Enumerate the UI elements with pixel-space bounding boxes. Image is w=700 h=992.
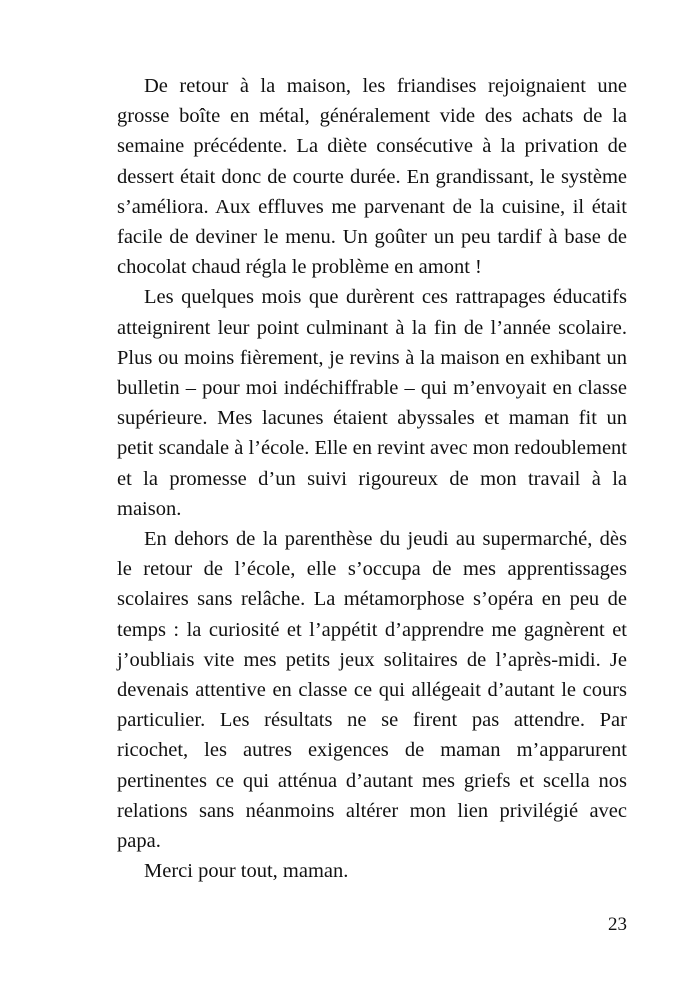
paragraph: Les quelques mois que durèrent ces rattrapages éducatifs atteignirent leur point culminant à la fin de l’année scolaire. Plus ou moins fièrement, je revins à la maison en exhibant un bulletin – pour moi indéchiffrable – qui m’envoyait en classe supérieure. Mes lacunes étaient abyssales et maman fit un petit scandale à l’école. Elle en revint avec mon redoublement et la promesse d’un suivi rigoureux de mon travail à la maison. <box>117 286 627 520</box>
paragraph: Merci pour tout, maman. <box>144 860 349 883</box>
paragraph: En dehors de la parenthèse du jeudi au supermarché, dès le retour de l’école, elle s’occupa de mes apprentissages scolaires sans relâche. La métamorphose s’opéra en peu de temps : la curiosité et l’appétit d’apprendre me gagnèrent et j’oubliais vite mes petits jeux solitaires de l’après-midi. Je devenais attentive en classe ce qui allégeait d’autant le cours particulier. Les résultats ne se firent pas attendre. Par ricochet, les autres exigences de maman m’apparurent pertinentes ce qui atténua d’autant mes griefs et scella nos relations sans néanmoins altérer mon lien privilégié avec papa. <box>117 528 627 853</box>
body-text <box>117 71 627 886</box>
page-number: 23 <box>608 914 627 935</box>
paragraph: De retour à la maison, les friandises rejoignaient une grosse boîte en métal, généralement vide des achats de la semaine précédente. La diète consécutive à la privation de dessert était donc de courte durée. En grandissant, le système s’améliora. Aux effluves me parvenant de la cuisine, il était facile de deviner le menu. Un goûter un peu tardif à base de chocolat chaud régla le problème en amont ! <box>117 75 627 279</box>
